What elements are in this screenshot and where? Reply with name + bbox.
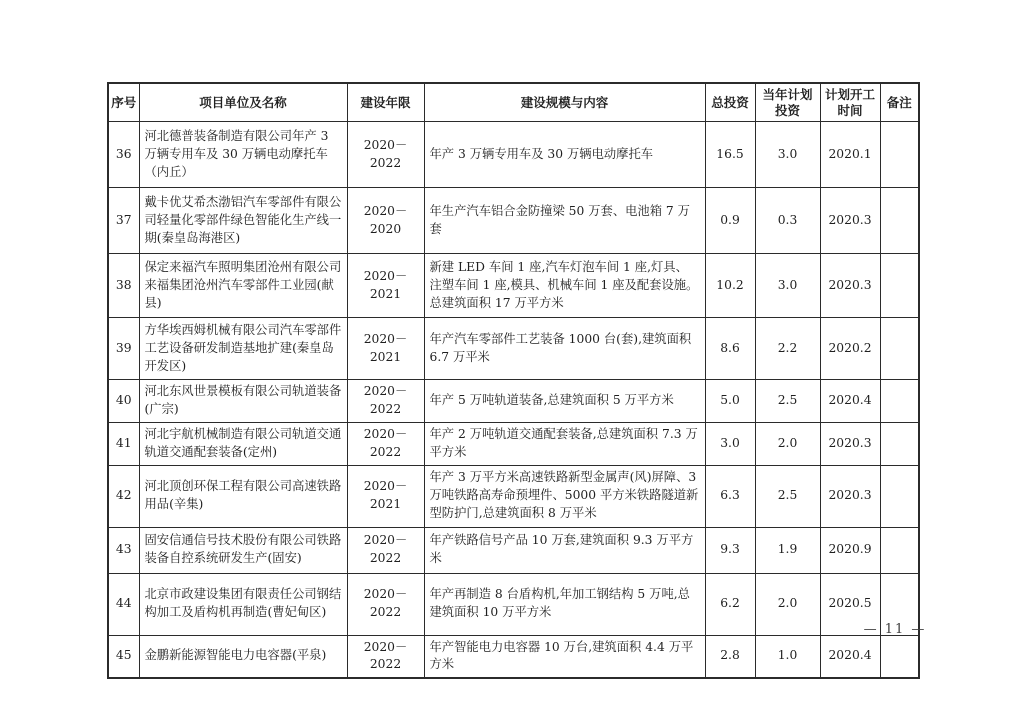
cell-serial-number: 38 [108, 254, 139, 318]
cell-scale-content: 年产铁路信号产品 10 万套,建筑面积 9.3 万平方米 [424, 527, 705, 573]
cell-scale-content: 年产 2 万吨轨道交通配套装备,总建筑面积 7.3 万平方米 [424, 422, 705, 465]
cell-remark [880, 422, 919, 465]
cell-annual-investment: 2.5 [755, 465, 820, 527]
cell-total-investment: 0.9 [705, 188, 755, 254]
cell-serial-number: 40 [108, 380, 139, 423]
cell-annual-investment: 2.0 [755, 422, 820, 465]
cell-scale-content: 年生产汽车铝合金防撞梁 50 万套、电池箱 7 万套 [424, 188, 705, 254]
table-row [108, 573, 919, 635]
cell-serial-number: 36 [108, 122, 139, 188]
cell-total-investment: 10.2 [705, 254, 755, 318]
cell-project-name: 戴卡优艾希杰渤铝汽车零部件有限公司轻量化零部件绿色智能化生产线一期(秦皇岛海港区) [139, 188, 347, 254]
cell-planned-start: 2020.1 [820, 122, 880, 188]
cell-planned-start: 2020.3 [820, 465, 880, 527]
cell-annual-investment: 3.0 [755, 122, 820, 188]
cell-construction-period: 2020－2021 [347, 318, 424, 380]
cell-project-name: 固安信通信号技术股份有限公司铁路装备自控系统研发生产(固安) [139, 527, 347, 573]
table-row [108, 318, 919, 380]
cell-annual-investment: 2.2 [755, 318, 820, 380]
cell-remark [880, 635, 919, 678]
cell-remark [880, 527, 919, 573]
cell-planned-start: 2020.3 [820, 422, 880, 465]
cell-planned-start: 2020.3 [820, 254, 880, 318]
table-row [108, 380, 919, 423]
cell-remark [880, 188, 919, 254]
cell-total-investment: 6.3 [705, 465, 755, 527]
cell-project-name: 北京市政建设集团有限责任公司钢结构加工及盾构机再制造(曹妃甸区) [139, 573, 347, 635]
cell-scale-content: 年产 3 万平方米高速铁路新型金属声(风)屏障、3 万吨铁路高寿命预埋件、5000 平方米铁路隧道新型防护门,总建筑面积 8 万平米 [424, 465, 705, 527]
column-header-planned-start: 计划开工时间 [820, 83, 880, 122]
cell-planned-start: 2020.4 [820, 635, 880, 678]
cell-remark [880, 122, 919, 188]
cell-scale-content: 年产 5 万吨轨道装备,总建筑面积 5 万平方米 [424, 380, 705, 423]
cell-annual-investment: 1.0 [755, 635, 820, 678]
cell-annual-investment: 0.3 [755, 188, 820, 254]
cell-construction-period: 2020－2022 [347, 122, 424, 188]
cell-planned-start: 2020.2 [820, 318, 880, 380]
table-row [108, 527, 919, 573]
column-header-construction-period: 建设年限 [347, 83, 424, 122]
cell-serial-number: 37 [108, 188, 139, 254]
cell-construction-period: 2020－2022 [347, 380, 424, 423]
cell-serial-number: 39 [108, 318, 139, 380]
cell-remark [880, 318, 919, 380]
cell-serial-number: 43 [108, 527, 139, 573]
table-row [108, 465, 919, 527]
cell-construction-period: 2020－2021 [347, 465, 424, 527]
cell-project-name: 保定来福汽车照明集团沧州有限公司来福集团沧州汽车零部件工业园(献县) [139, 254, 347, 318]
cell-remark [880, 380, 919, 423]
table-row [108, 254, 919, 318]
cell-construction-period: 2020－2022 [347, 527, 424, 573]
table-header-row [108, 83, 919, 122]
cell-construction-period: 2020－2022 [347, 635, 424, 678]
page-number: — 11 — [863, 622, 927, 637]
cell-total-investment: 5.0 [705, 380, 755, 423]
cell-scale-content: 年产再制造 8 台盾构机,年加工钢结构 5 万吨,总建筑面积 10 万平方米 [424, 573, 705, 635]
cell-project-name: 方华埃西姆机械有限公司汽车零部件工艺设备研发制造基地扩建(秦皇岛开发区) [139, 318, 347, 380]
cell-construction-period: 2020－2021 [347, 254, 424, 318]
cell-total-investment: 8.6 [705, 318, 755, 380]
cell-remark [880, 465, 919, 527]
cell-project-name: 金鹏新能源智能电力电容器(平泉) [139, 635, 347, 678]
cell-serial-number: 44 [108, 573, 139, 635]
column-header-project-name: 项目单位及名称 [139, 83, 347, 122]
cell-construction-period: 2020－2020 [347, 188, 424, 254]
column-header-serial: 序号 [108, 83, 139, 122]
cell-total-investment: 6.2 [705, 573, 755, 635]
cell-planned-start: 2020.4 [820, 380, 880, 423]
column-header-scale-content: 建设规模与内容 [424, 83, 705, 122]
cell-serial-number: 42 [108, 465, 139, 527]
cell-planned-start: 2020.3 [820, 188, 880, 254]
cell-project-name: 河北德普装备制造有限公司年产 3 万辆专用车及 30 万辆电动摩托车（内丘） [139, 122, 347, 188]
column-header-remark: 备注 [880, 83, 919, 122]
cell-scale-content: 年产智能电力电容器 10 万台,建筑面积 4.4 万平方米 [424, 635, 705, 678]
cell-annual-investment: 2.0 [755, 573, 820, 635]
cell-annual-investment: 2.5 [755, 380, 820, 423]
cell-planned-start: 2020.5 [820, 573, 880, 635]
projects-table [107, 82, 920, 679]
cell-project-name: 河北顶创环保工程有限公司高速铁路用品(辛集) [139, 465, 347, 527]
cell-serial-number: 41 [108, 422, 139, 465]
column-header-annual-investment: 当年计划投资 [755, 83, 820, 122]
cell-total-investment: 2.8 [705, 635, 755, 678]
cell-scale-content: 新建 LED 车间 1 座,汽车灯泡车间 1 座,灯具、注塑车间 1 座,模具、机械车间 1 座及配套设施。总建筑面积 17 万平方米 [424, 254, 705, 318]
cell-construction-period: 2020－2022 [347, 422, 424, 465]
table-row [108, 422, 919, 465]
cell-remark [880, 254, 919, 318]
cell-project-name: 河北东风世景模板有限公司轨道装备(广宗) [139, 380, 347, 423]
cell-project-name: 河北宇航机械制造有限公司轨道交通轨道交通配套装备(定州) [139, 422, 347, 465]
cell-total-investment: 16.5 [705, 122, 755, 188]
column-header-total-investment: 总投资 [705, 83, 755, 122]
cell-total-investment: 9.3 [705, 527, 755, 573]
table-row [108, 122, 919, 188]
cell-construction-period: 2020－2022 [347, 573, 424, 635]
cell-total-investment: 3.0 [705, 422, 755, 465]
table-row [108, 635, 919, 678]
cell-annual-investment: 1.9 [755, 527, 820, 573]
table-row [108, 188, 919, 254]
cell-planned-start: 2020.9 [820, 527, 880, 573]
cell-serial-number: 45 [108, 635, 139, 678]
cell-scale-content: 年产 3 万辆专用车及 30 万辆电动摩托车 [424, 122, 705, 188]
cell-scale-content: 年产汽车零部件工艺装备 1000 台(套),建筑面积 6.7 万平米 [424, 318, 705, 380]
cell-annual-investment: 3.0 [755, 254, 820, 318]
